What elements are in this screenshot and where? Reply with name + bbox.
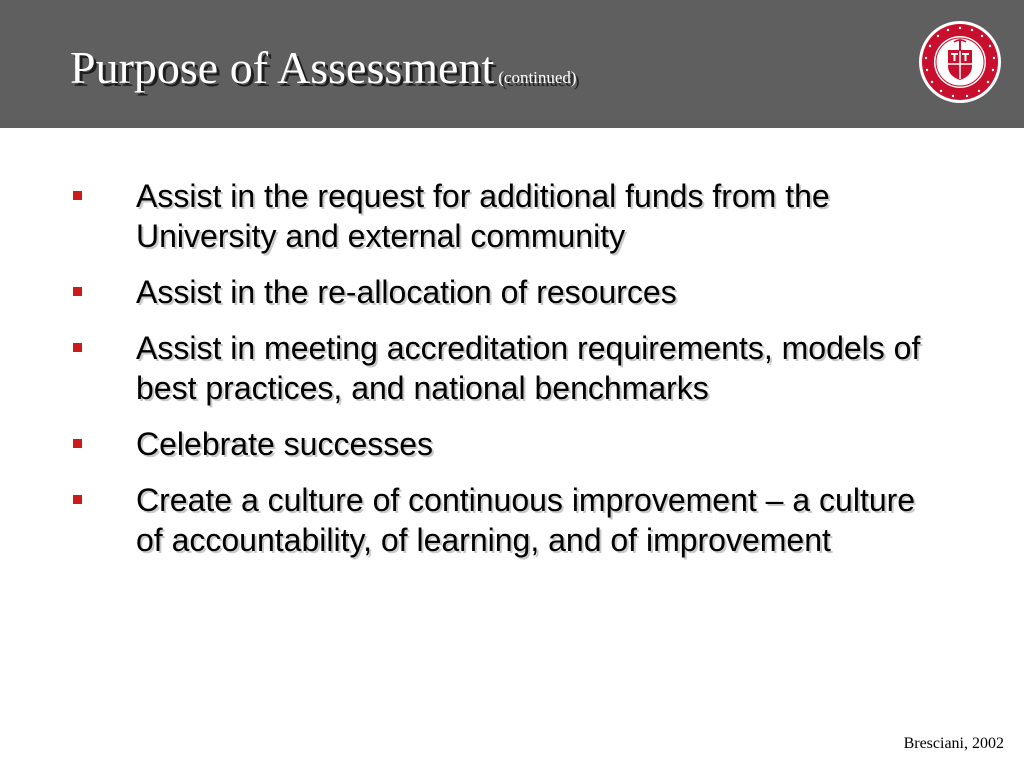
square-bullet-icon bbox=[73, 495, 82, 504]
title-suffix: (continued) bbox=[498, 68, 577, 87]
bullet-text: Assist in the request for additional funds from the University and external community bbox=[136, 178, 830, 254]
square-bullet-icon bbox=[73, 439, 82, 448]
bullet-item bbox=[0, 480, 936, 560]
bullet-text: Create a culture of continuous improvement – a culture of accountability, of learning, and of improvement bbox=[136, 482, 916, 558]
title-text: Purpose of Assessment bbox=[70, 42, 495, 93]
bullet-item bbox=[0, 328, 936, 408]
square-bullet-icon bbox=[73, 287, 82, 296]
university-seal-icon bbox=[918, 20, 1002, 104]
square-bullet-icon bbox=[73, 191, 82, 200]
title-bar bbox=[0, 0, 1024, 128]
bullet-item bbox=[0, 272, 936, 312]
citation: Bresciani, 2002 bbox=[903, 735, 1004, 752]
bullet-item bbox=[0, 424, 936, 464]
bullet-text: Assist in meeting accreditation requirements, models of best practices, and national benchmarks bbox=[136, 330, 921, 406]
bullet-item bbox=[0, 176, 936, 256]
bullet-list bbox=[0, 176, 1024, 576]
square-bullet-icon bbox=[73, 343, 82, 352]
bullet-text: Celebrate successes bbox=[136, 426, 434, 462]
slide-title bbox=[70, 40, 577, 106]
bullet-text: Assist in the re-allocation of resources bbox=[136, 274, 677, 310]
